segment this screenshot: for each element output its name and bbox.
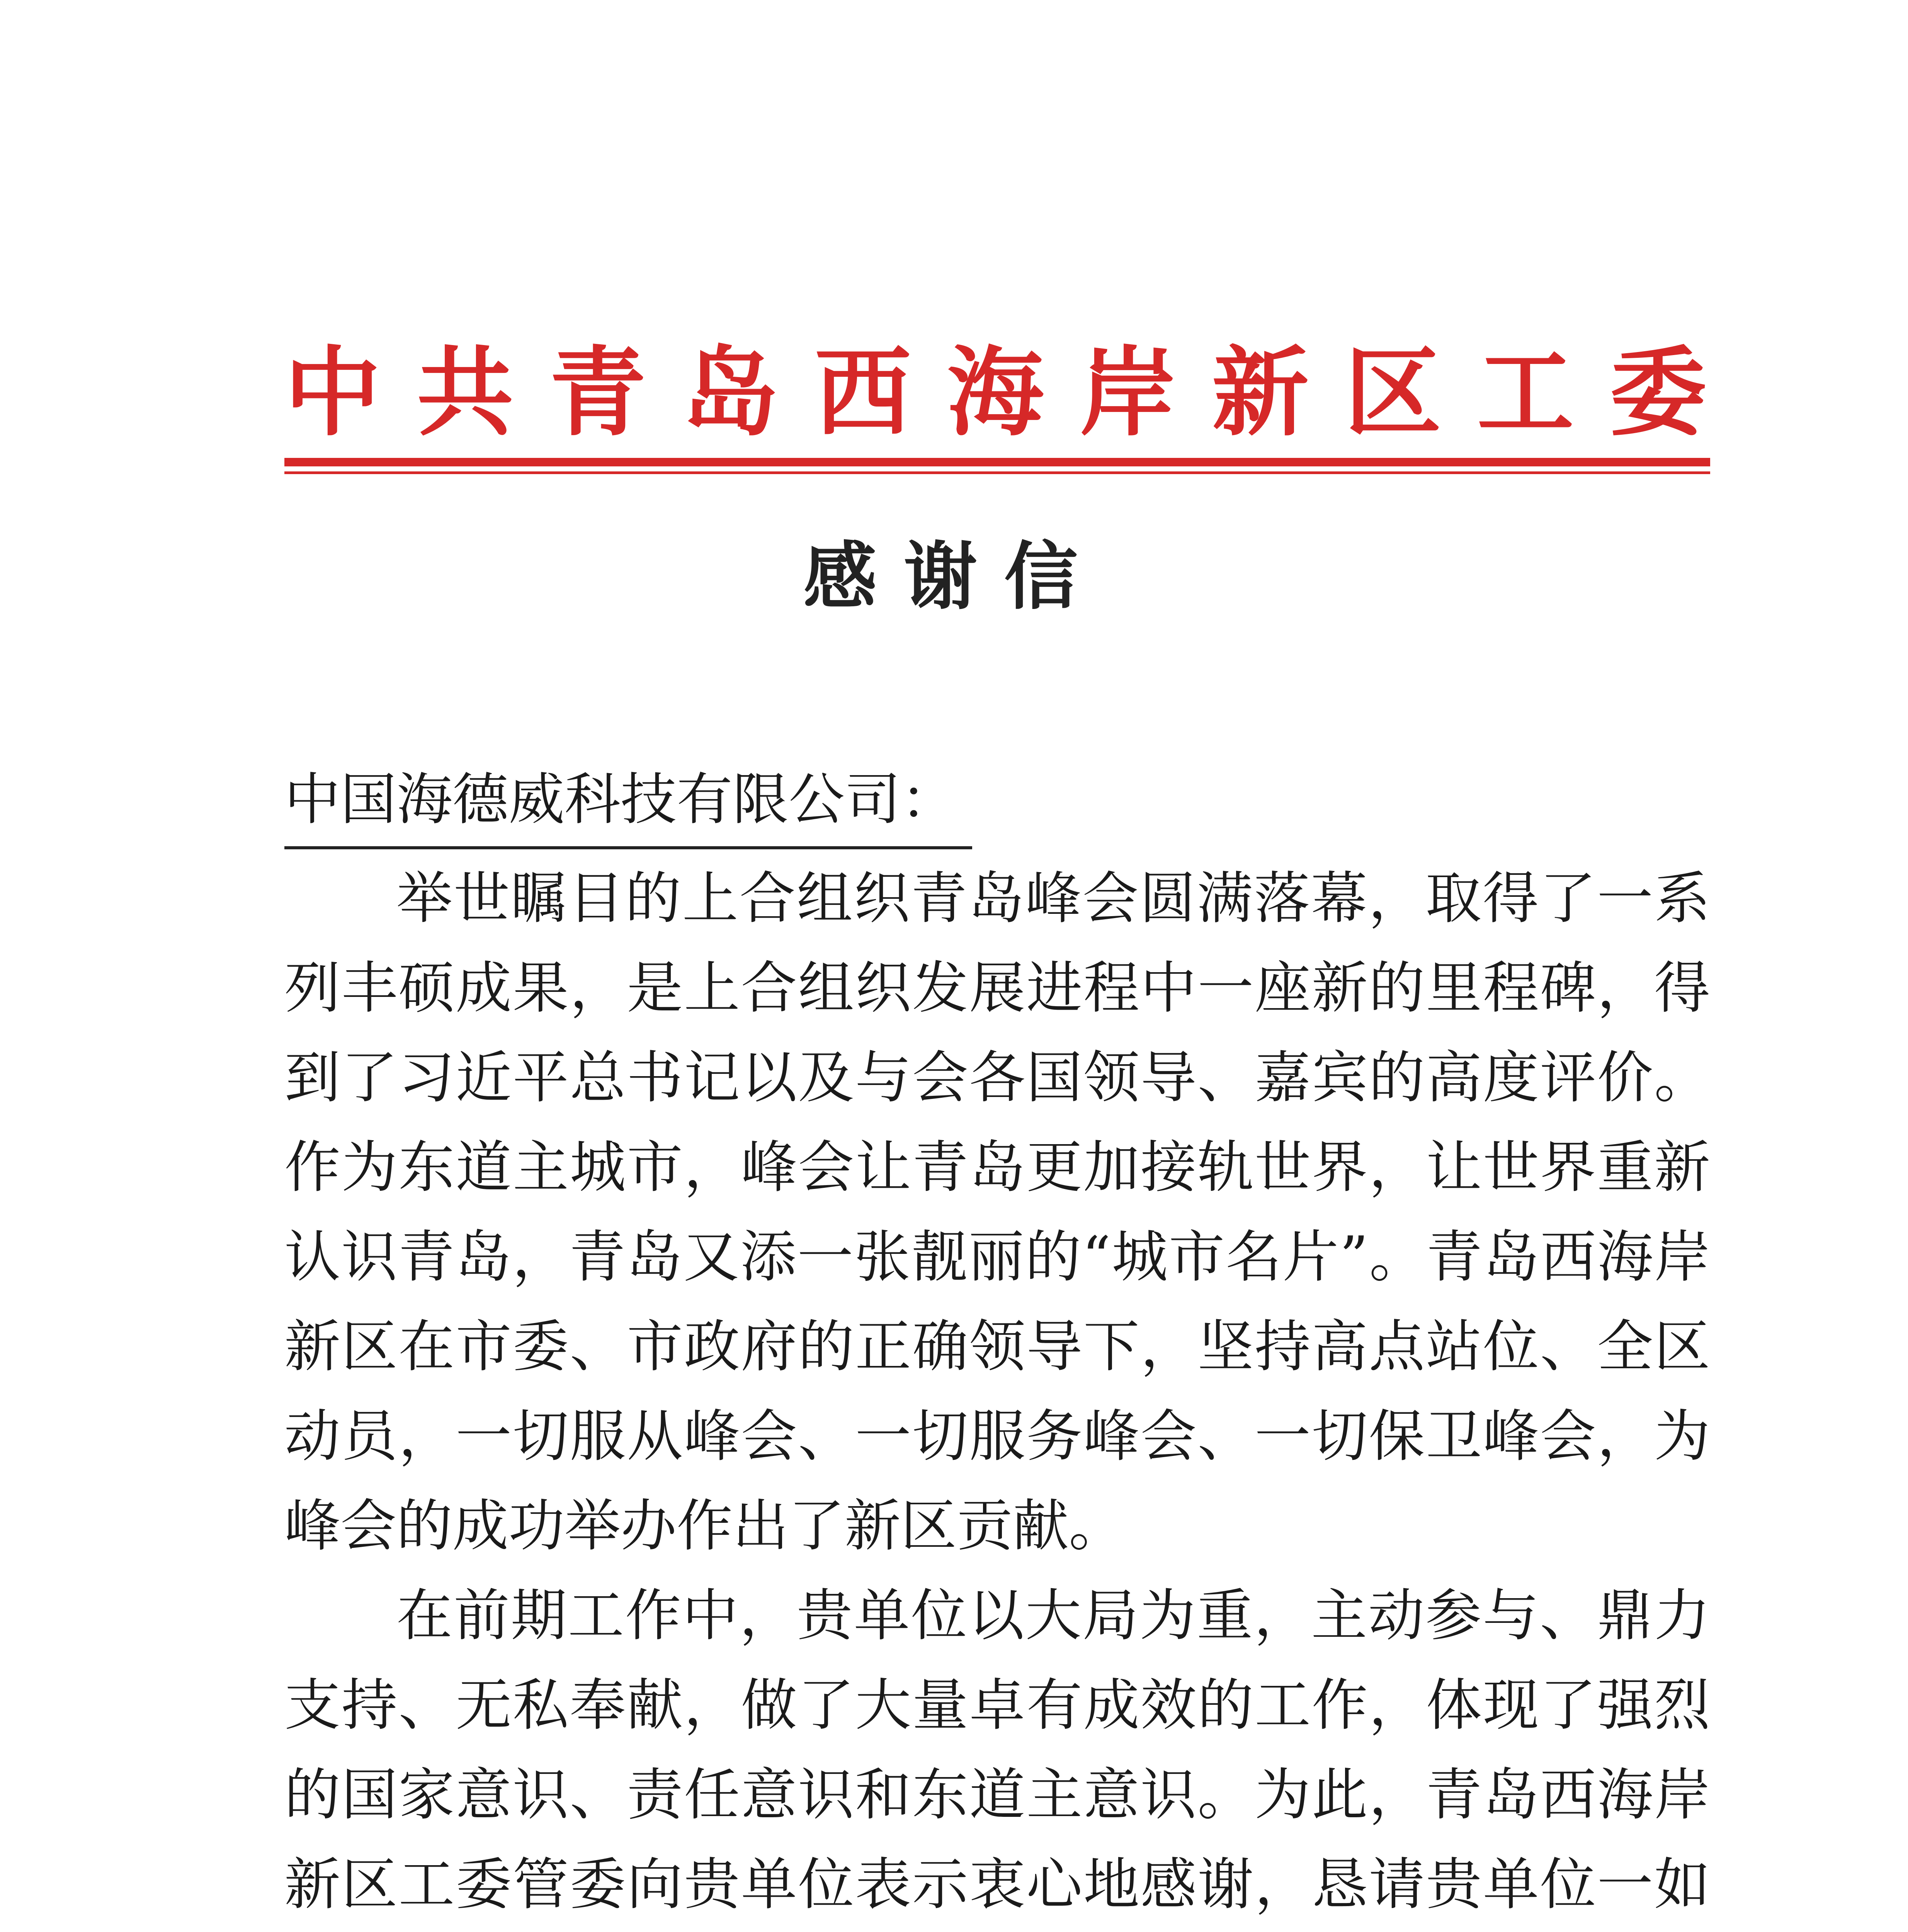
letterhead-divider-thin (284, 471, 1710, 474)
document-title: 感谢信 (803, 534, 1105, 619)
letterhead-char: 岸 (1080, 337, 1176, 449)
salutation: 中国海德威科技有限公司： (284, 753, 972, 849)
letterhead-org-name (284, 321, 1706, 448)
letterhead-char: 海 (947, 337, 1044, 449)
letterhead-char: 中 (284, 337, 381, 449)
letterhead-char: 共 (417, 337, 514, 449)
body-paragraph: 在前期工作中，贵单位以大局为重，主动参与、鼎力支持、无私奉献，做了大量卓有成效的工作，体现了强烈的国家意识、责任意识和东道主意识。为此，青岛西海岸新区工委管委向贵单位表示衷心地感谢，恳请贵单位一如 (284, 1583, 1710, 1917)
letterhead-char: 工 (1477, 337, 1574, 449)
letterhead-char: 区 (1345, 337, 1441, 449)
body-paragraph: 举世瞩目的上合组织青岛峰会圆满落幕，取得了一系列丰硕成果，是上合组织发展进程中一座新的里程碑，得到了习近平总书记以及与会各国领导、嘉宾的高度评价。作为东道主城市，峰会让青岛更加接轨世界，让世界重新认识青岛，青岛又添一张靓丽的“城市名片”。青岛西海岸新区在市委、市政府的正确领导下，坚持高点站位、全区动员，一切服从峰会、一切服务峰会、一切保卫峰会，为峰会的成功举办作出了新区贡献。 (284, 866, 1710, 1559)
letter-body (284, 854, 1710, 1932)
letterhead-char: 青 (549, 337, 646, 449)
letterhead-char: 岛 (682, 337, 779, 449)
letterhead-divider-thick (284, 458, 1710, 466)
letterhead-char: 委 (1610, 337, 1706, 449)
letterhead-char: 西 (815, 337, 911, 449)
letterhead-char: 新 (1212, 337, 1309, 449)
